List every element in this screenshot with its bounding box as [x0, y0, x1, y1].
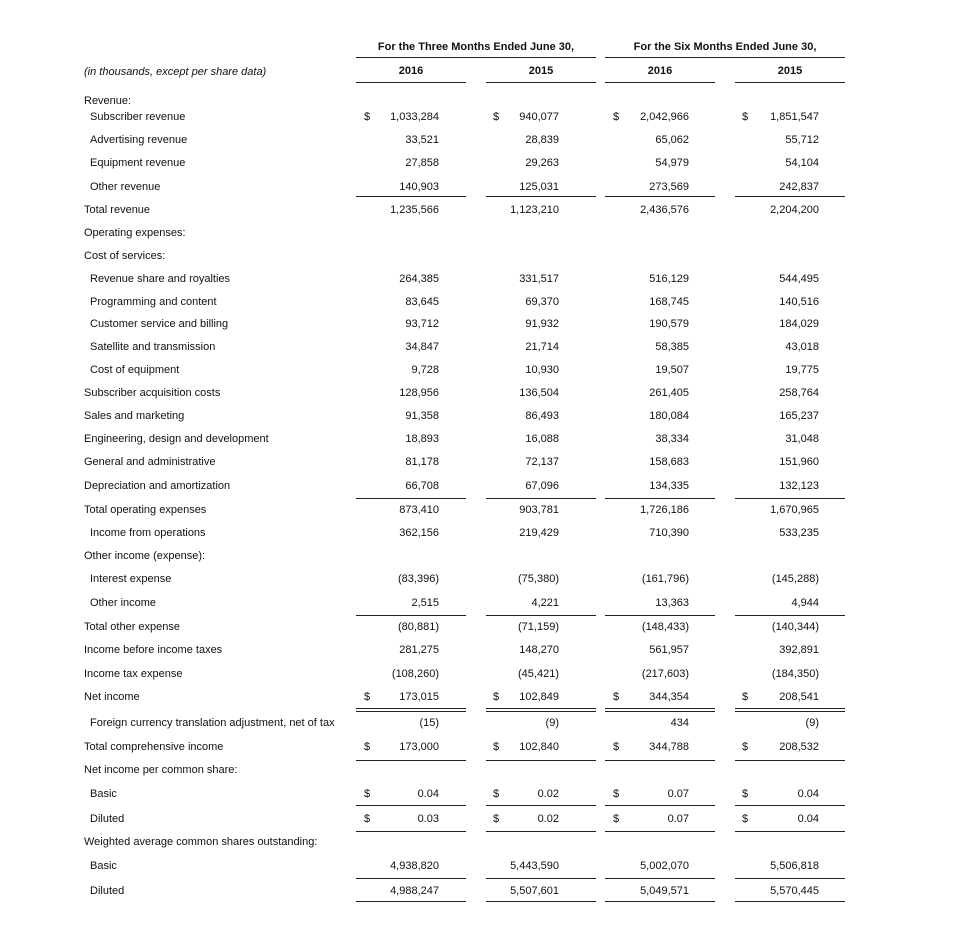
- row-label: Satellite and transmission: [90, 341, 216, 353]
- row-label: Other income: [90, 597, 157, 609]
- row-label: Diluted: [90, 885, 125, 897]
- value-cell: 5,002,070: [640, 860, 689, 872]
- value-cell: (80,881): [398, 621, 439, 633]
- currency-symbol: $: [613, 741, 620, 753]
- row-label: Net income: [84, 691, 140, 703]
- value-cell: 184,029: [779, 318, 819, 330]
- column-rule: [486, 711, 596, 712]
- value-cell: 0.02: [537, 788, 559, 800]
- value-cell: 33,521: [405, 134, 439, 146]
- column-rule: [605, 878, 715, 879]
- row-label: Net income per common share:: [84, 764, 238, 776]
- currency-symbol: $: [493, 111, 500, 123]
- currency-symbol: $: [364, 741, 371, 753]
- value-cell: 134,335: [649, 480, 689, 492]
- value-cell: 28,839: [525, 134, 559, 146]
- value-cell: 10,930: [525, 364, 559, 376]
- value-cell: 67,096: [525, 480, 559, 492]
- column-rule: [486, 196, 596, 197]
- value-cell: (161,796): [641, 573, 689, 585]
- value-cell: (145,288): [771, 573, 819, 585]
- value-cell: (184,350): [771, 668, 819, 680]
- value-cell: 1,670,965: [770, 504, 819, 516]
- value-cell: (9): [805, 717, 819, 729]
- row-label: Revenue share and royalties: [90, 273, 231, 285]
- row-label: General and administrative: [84, 456, 216, 468]
- currency-symbol: $: [364, 813, 371, 825]
- value-cell: 4,938,820: [390, 860, 439, 872]
- currency-symbol: $: [742, 691, 749, 703]
- column-rule: [486, 901, 596, 902]
- value-cell: 208,532: [779, 741, 819, 753]
- value-cell: 5,506,818: [770, 860, 819, 872]
- year-header-col1: 2016: [398, 65, 424, 77]
- year-header-col2: 2015: [528, 65, 554, 77]
- column-rule: [356, 82, 466, 83]
- value-cell: 132,123: [779, 480, 819, 492]
- column-rule: [356, 760, 466, 761]
- value-cell: 140,903: [399, 181, 439, 193]
- value-cell: 72,137: [525, 456, 559, 468]
- column-rule: [605, 615, 715, 616]
- value-cell: 940,077: [519, 111, 559, 123]
- currency-symbol: $: [742, 813, 749, 825]
- value-cell: 2,204,200: [770, 204, 819, 216]
- currency-symbol: $: [364, 788, 371, 800]
- value-cell: 31,048: [785, 433, 819, 445]
- value-cell: 83,645: [405, 296, 439, 308]
- row-label: Income from operations: [90, 527, 206, 539]
- row-label: Other income (expense):: [84, 550, 206, 562]
- column-rule: [486, 82, 596, 83]
- row-label: Foreign currency translation adjustment, net of tax: [90, 717, 335, 729]
- currency-symbol: $: [742, 741, 749, 753]
- value-cell: 27,858: [405, 157, 439, 169]
- column-rule: [735, 82, 845, 83]
- row-label: Revenue:: [84, 95, 132, 107]
- column-rule: [486, 760, 596, 761]
- value-cell: 0.02: [537, 813, 559, 825]
- column-rule: [605, 57, 845, 58]
- row-label: Customer service and billing: [90, 318, 229, 330]
- value-cell: 69,370: [525, 296, 559, 308]
- value-cell: 273,569: [649, 181, 689, 193]
- value-cell: (140,344): [771, 621, 819, 633]
- column-rule: [486, 708, 596, 709]
- row-label: Diluted: [90, 813, 125, 825]
- row-label: Basic: [90, 860, 117, 872]
- column-rule: [605, 498, 715, 499]
- column-rule: [605, 711, 715, 712]
- value-cell: 208,541: [779, 691, 819, 703]
- row-label: Subscriber acquisition costs: [84, 387, 221, 399]
- column-rule: [735, 708, 845, 709]
- value-cell: 0.07: [667, 813, 689, 825]
- currency-symbol: $: [364, 111, 371, 123]
- currency-symbol: $: [493, 788, 500, 800]
- column-rule: [486, 831, 596, 832]
- row-label: Engineering, design and development: [84, 433, 269, 445]
- row-label: Sales and marketing: [84, 410, 185, 422]
- row-label: Advertising revenue: [90, 134, 188, 146]
- value-cell: 281,275: [399, 644, 439, 656]
- value-cell: (217,603): [641, 668, 689, 680]
- currency-symbol: $: [742, 111, 749, 123]
- currency-symbol: $: [613, 691, 620, 703]
- value-cell: 1,726,186: [640, 504, 689, 516]
- value-cell: 2,042,966: [640, 111, 689, 123]
- value-cell: 54,979: [655, 157, 689, 169]
- column-rule: [735, 901, 845, 902]
- value-cell: 140,516: [779, 296, 819, 308]
- value-cell: 43,018: [785, 341, 819, 353]
- value-cell: 21,714: [525, 341, 559, 353]
- column-rule: [356, 708, 466, 709]
- value-cell: 180,084: [649, 410, 689, 422]
- value-cell: 5,049,571: [640, 885, 689, 897]
- value-cell: (148,433): [641, 621, 689, 633]
- value-cell: 434: [670, 717, 689, 729]
- value-cell: (108,260): [391, 668, 439, 680]
- value-cell: 151,960: [779, 456, 819, 468]
- row-label: Income before income taxes: [84, 644, 223, 656]
- column-rule: [735, 831, 845, 832]
- value-cell: 168,745: [649, 296, 689, 308]
- value-cell: 55,712: [785, 134, 819, 146]
- value-cell: 13,363: [655, 597, 689, 609]
- value-cell: 136,504: [519, 387, 559, 399]
- value-cell: 533,235: [779, 527, 819, 539]
- value-cell: 1,851,547: [770, 111, 819, 123]
- column-rule: [356, 831, 466, 832]
- value-cell: 173,000: [399, 741, 439, 753]
- value-cell: 91,358: [405, 410, 439, 422]
- column-rule: [605, 196, 715, 197]
- value-cell: 9,728: [411, 364, 439, 376]
- column-rule: [356, 615, 466, 616]
- row-label: Depreciation and amortization: [84, 480, 231, 492]
- value-cell: 91,932: [525, 318, 559, 330]
- column-rule: [486, 805, 596, 806]
- value-cell: 173,015: [399, 691, 439, 703]
- currency-symbol: $: [613, 813, 620, 825]
- value-cell: 165,237: [779, 410, 819, 422]
- value-cell: 16,088: [525, 433, 559, 445]
- value-cell: 190,579: [649, 318, 689, 330]
- value-cell: 261,405: [649, 387, 689, 399]
- value-cell: 0.07: [667, 788, 689, 800]
- value-cell: 93,712: [405, 318, 439, 330]
- value-cell: 38,334: [655, 433, 689, 445]
- value-cell: 5,570,445: [770, 885, 819, 897]
- column-rule: [486, 878, 596, 879]
- currency-symbol: $: [493, 741, 500, 753]
- value-cell: 561,957: [649, 644, 689, 656]
- value-cell: 544,495: [779, 273, 819, 285]
- column-rule: [735, 805, 845, 806]
- header-three-months: For the Three Months Ended June 30,: [377, 41, 575, 53]
- value-cell: 4,944: [791, 597, 819, 609]
- value-cell: 344,354: [649, 691, 689, 703]
- column-rule: [605, 831, 715, 832]
- row-label: Programming and content: [90, 296, 217, 308]
- units-caption: (in thousands, except per share data): [84, 66, 267, 78]
- value-cell: 29,263: [525, 157, 559, 169]
- value-cell: 4,221: [531, 597, 559, 609]
- value-cell: 242,837: [779, 181, 819, 193]
- value-cell: (71,159): [518, 621, 559, 633]
- value-cell: 19,775: [785, 364, 819, 376]
- column-rule: [605, 708, 715, 709]
- row-label: Operating expenses:: [84, 227, 186, 239]
- column-rule: [356, 196, 466, 197]
- currency-symbol: $: [493, 813, 500, 825]
- value-cell: 102,840: [519, 741, 559, 753]
- value-cell: 516,129: [649, 273, 689, 285]
- value-cell: 81,178: [405, 456, 439, 468]
- value-cell: 873,410: [399, 504, 439, 516]
- column-rule: [735, 760, 845, 761]
- value-cell: (9): [545, 717, 559, 729]
- currency-symbol: $: [493, 691, 500, 703]
- row-label: Total other expense: [84, 621, 181, 633]
- column-rule: [356, 901, 466, 902]
- row-label: Cost of services:: [84, 250, 166, 262]
- value-cell: 128,956: [399, 387, 439, 399]
- column-rule: [486, 615, 596, 616]
- header-six-months: For the Six Months Ended June 30,: [633, 41, 817, 53]
- row-label: Total operating expenses: [84, 504, 207, 516]
- year-header-col4: 2015: [777, 65, 803, 77]
- value-cell: 1,033,284: [390, 111, 439, 123]
- value-cell: 66,708: [405, 480, 439, 492]
- column-rule: [735, 878, 845, 879]
- value-cell: 710,390: [649, 527, 689, 539]
- row-label: Equipment revenue: [90, 157, 186, 169]
- value-cell: 19,507: [655, 364, 689, 376]
- value-cell: 258,764: [779, 387, 819, 399]
- value-cell: 219,429: [519, 527, 559, 539]
- value-cell: 1,235,566: [390, 204, 439, 216]
- row-label: Subscriber revenue: [90, 111, 186, 123]
- value-cell: 54,104: [785, 157, 819, 169]
- row-label: Total comprehensive income: [84, 741, 224, 753]
- value-cell: 102,849: [519, 691, 559, 703]
- column-rule: [735, 498, 845, 499]
- column-rule: [605, 82, 715, 83]
- currency-symbol: $: [742, 788, 749, 800]
- value-cell: 2,436,576: [640, 204, 689, 216]
- column-rule: [356, 805, 466, 806]
- column-rule: [356, 878, 466, 879]
- value-cell: 2,515: [411, 597, 439, 609]
- value-cell: (45,421): [518, 668, 559, 680]
- value-cell: 362,156: [399, 527, 439, 539]
- row-label: Weighted average common shares outstanding:: [84, 836, 318, 848]
- value-cell: 58,385: [655, 341, 689, 353]
- value-cell: 86,493: [525, 410, 559, 422]
- value-cell: 331,517: [519, 273, 559, 285]
- value-cell: 5,507,601: [510, 885, 559, 897]
- currency-symbol: $: [613, 111, 620, 123]
- value-cell: 392,891: [779, 644, 819, 656]
- value-cell: 125,031: [519, 181, 559, 193]
- currency-symbol: $: [364, 691, 371, 703]
- row-label: Basic: [90, 788, 117, 800]
- currency-symbol: $: [613, 788, 620, 800]
- value-cell: 34,847: [405, 341, 439, 353]
- value-cell: 4,988,247: [390, 885, 439, 897]
- column-rule: [735, 615, 845, 616]
- row-label: Total revenue: [84, 204, 151, 216]
- column-rule: [735, 196, 845, 197]
- row-label: Income tax expense: [84, 668, 183, 680]
- column-rule: [356, 498, 466, 499]
- value-cell: 18,893: [405, 433, 439, 445]
- value-cell: 1,123,210: [510, 204, 559, 216]
- row-label: Other revenue: [90, 181, 161, 193]
- row-label: Cost of equipment: [90, 364, 180, 376]
- value-cell: 0.03: [417, 813, 439, 825]
- value-cell: 903,781: [519, 504, 559, 516]
- column-rule: [356, 57, 596, 58]
- column-rule: [486, 498, 596, 499]
- column-rule: [605, 901, 715, 902]
- value-cell: 344,788: [649, 741, 689, 753]
- column-rule: [735, 711, 845, 712]
- column-rule: [605, 805, 715, 806]
- column-rule: [605, 760, 715, 761]
- value-cell: 148,270: [519, 644, 559, 656]
- value-cell: 264,385: [399, 273, 439, 285]
- value-cell: 158,683: [649, 456, 689, 468]
- row-label: Interest expense: [90, 573, 172, 585]
- value-cell: 5,443,590: [510, 860, 559, 872]
- value-cell: 65,062: [655, 134, 689, 146]
- value-cell: (15): [419, 717, 439, 729]
- value-cell: 0.04: [797, 813, 819, 825]
- value-cell: 0.04: [417, 788, 439, 800]
- value-cell: (83,396): [398, 573, 439, 585]
- column-rule: [356, 711, 466, 712]
- year-header-col3: 2016: [647, 65, 673, 77]
- value-cell: 0.04: [797, 788, 819, 800]
- value-cell: (75,380): [518, 573, 559, 585]
